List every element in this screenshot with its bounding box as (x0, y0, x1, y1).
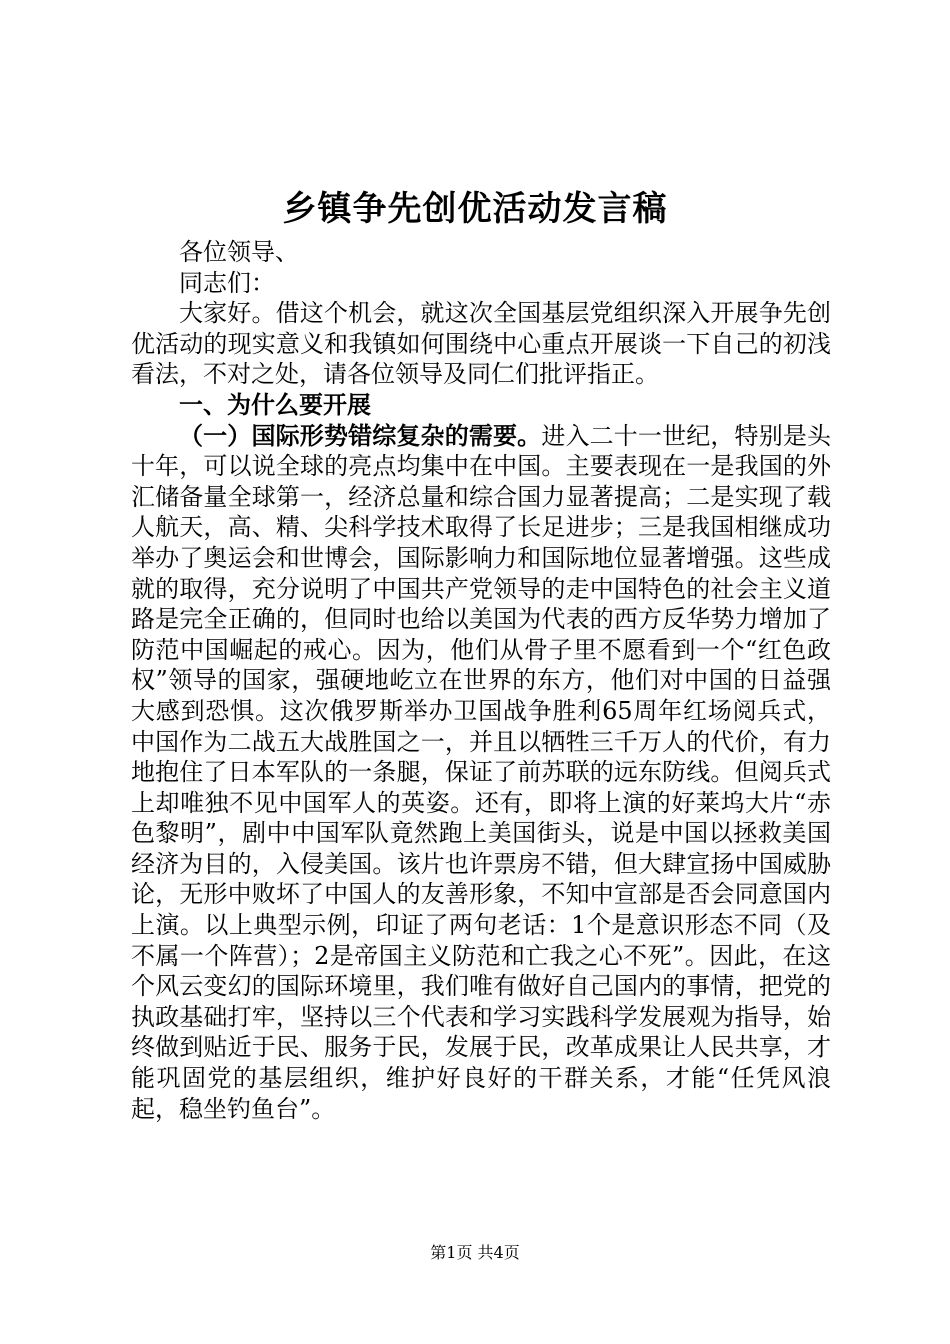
intro-paragraph: 大家好。借这个机会，就这次全国基层党组织深入开展争先创优活动的现实意义和我镇如何围绕中心重点开展谈一下自己的初浅看法，不对之处，请各位领导及同仁们批评指正。 (131, 299, 831, 389)
salutation-line-1: 各位领导、 (179, 238, 299, 266)
page-title: 乡镇争先创优活动发言稿 (282, 189, 668, 229)
salutation-line-2: 同志们： (179, 268, 275, 297)
subsection-lead: （一）国际形势错综复杂的需要。 (179, 420, 542, 450)
section-heading: 一、为什么要开展 (179, 389, 371, 419)
page-footer: 第1页 共4页 (430, 1243, 520, 1262)
subsection-text: 进入二十一世纪，特别是头十年，可以说全球的亮点均集中在中国。主要表现在一是我国的外汇储备量全球第一，经济总量和综合国力显著提高；二是实现了载人航天，高、精、尖科学技术取得了长足进步；三是我国相继成功举办了奥运会和世博会，国际影响力和国际地位显著增强。这些成就的取得，充分说明了中国共产党领导的走中国特色的社会主义道路是完全正确的，但同时也给以美国为代表的西方反华势力增加了防范中国崛起的戒心。因为，他们从骨子里不愿看到一个“红色政权”领导的国家，强硬地屹立在世界的东方，他们对中国的日益强大感到恐惧。这次俄罗斯举办卫国战争胜利65周年红场阅兵式，中国作为二战五大战胜国之一，并且以牺牲三千万人的代价，有力地抱住了日本军队的一条腿，保证了前苏联的远东防线。但阅兵式上却唯独不见中国军人的英姿。还有，即将上演的好莱坞大片“赤色黎明”，剧中中国军队竟然跑上美国街头，说是中国以拯救美国经济为目的，入侵美国。该片也许票房不错，但大肆宣扬中国威胁论，无形中败坏了中国人的友善形象，不知中宣部是否会同意国内上演。以上典型示例，印证了两句老话：1个是意识形态不同（及不属一个阵营）；2是帝国主义防范和亡我之心不死”。因此，在这个风云变幻的国际环境里，我们唯有做好自己国内的事情，把党的执政基础打牢，坚持以三个代表和学习实践科学发展观为指导，始终做到贴近于民、服务于民，发展于民，改革成果让人民共享，才能巩固党的基层组织，维护好良好的干群关系，才能“任凭风浪起，稳坐钓鱼台”。 (131, 421, 832, 1123)
document-body (131, 237, 831, 1124)
subsection-paragraph (131, 421, 831, 1125)
